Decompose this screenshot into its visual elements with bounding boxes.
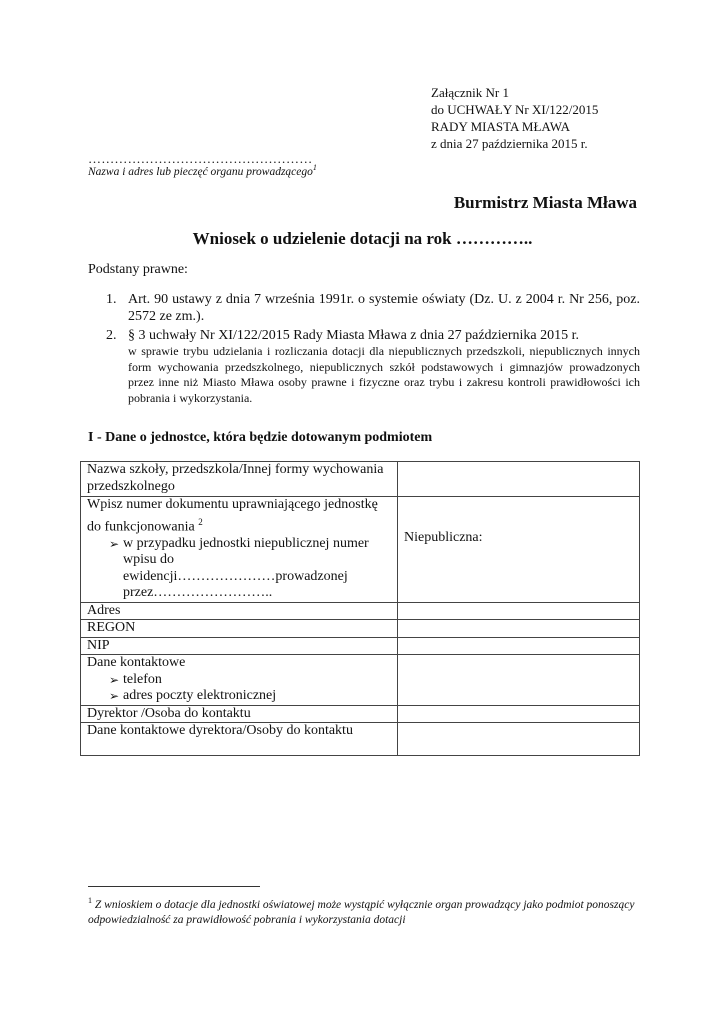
label-address: Adres — [81, 602, 398, 620]
footnote-number: 1 — [88, 896, 92, 905]
section-heading: I - Dane o jednostce, która będzie dotowanym podmiotem — [88, 430, 433, 445]
legal-basis-item — [88, 291, 640, 325]
doc-number-text — [87, 497, 391, 536]
bullet-text: adres poczty elektronicznej — [123, 688, 277, 704]
seal-dots: …………………………………………… — [88, 151, 313, 166]
item-number: 1. — [106, 292, 117, 307]
table-row — [81, 620, 640, 638]
label-director: Dyrektor /Osoba do kontaktu — [81, 705, 398, 723]
list-item — [87, 536, 391, 553]
contact-label: Dane kontaktowe — [87, 655, 186, 671]
table-row — [81, 497, 640, 603]
legal-basis-heading: Podstany prawne: — [88, 262, 188, 277]
legal-basis-item — [88, 327, 640, 406]
item-text: Art. 90 ustawy z dnia 7 września 1991r. o systemie oświaty (Dz. U. z 2004 r. Nr 256, poz. 2572 ze zm.). — [128, 292, 640, 324]
annex-line: do UCHWAŁY Nr XI/122/2015 — [431, 102, 599, 117]
addressee: Burmistrz Miasta Mława — [453, 193, 637, 212]
item-text-head: § 3 uchwały Nr XI/122/2015 Rady Miasta Mława z dnia 27 października 2015 r. — [128, 328, 580, 343]
footnote-ref: 1 — [312, 163, 317, 172]
bullet-text: w przypadku jednostki niepublicznej numer — [123, 535, 369, 551]
label-doc-number — [81, 497, 398, 603]
table-row — [81, 655, 640, 706]
field-doc-number[interactable] — [398, 497, 640, 603]
footnote-text: Z wnioskiem o dotacje dla jednostki oświatowej może wystąpić wyłącznie organ prowadzący jako podmiot ponoszący odpowiedzialność za prawidłowość pobrania i wykorzystania dotacji — [88, 898, 635, 926]
arrow-bullet-icon: ➢ — [109, 672, 120, 687]
document-title: Wniosek o udzielenie dotacji na rok ………….. — [192, 229, 533, 248]
footnote-ref: 2 — [198, 516, 203, 527]
table-row — [81, 723, 640, 756]
table-row — [81, 462, 640, 497]
label-regon: REGON — [81, 620, 398, 638]
field-address[interactable] — [398, 602, 640, 620]
field-regon[interactable] — [398, 620, 640, 638]
doc-number-label: Wpisz numer dokumentu uprawniającego jednostkę do funkcjonowania — [87, 497, 378, 535]
seal-label — [88, 163, 317, 178]
list-item — [87, 688, 391, 705]
field-school-name[interactable] — [398, 462, 640, 497]
label-director-contact: Dane kontaktowe dyrektora/Osoby do kontaktu — [81, 723, 398, 756]
doc-number-value-label: Niepubliczna: — [404, 530, 483, 545]
table-row — [81, 705, 640, 723]
annex-line: z dnia 27 października 2015 r. — [431, 136, 588, 151]
field-nip[interactable] — [398, 637, 640, 655]
label-school-name: Nazwa szkoły, przedszkola/Innej formy wychowania przedszkolnego — [81, 462, 398, 497]
seal-label-text: Nazwa i adres lub pieczęć organu prowadzącego — [88, 165, 313, 178]
bullet-cont: przez…………………….. — [123, 585, 273, 601]
label-contact — [81, 655, 398, 706]
table-row — [81, 602, 640, 620]
item-number: 2. — [106, 328, 117, 343]
bullet-cont: wpisu do — [123, 552, 174, 568]
field-director[interactable] — [398, 705, 640, 723]
list-item — [87, 672, 391, 689]
label-nip: NIP — [81, 637, 398, 655]
footnote — [88, 893, 648, 928]
legal-basis-list — [88, 291, 640, 406]
item-text-rest: w sprawie trybu udzielania i rozliczania dotacji dla niepublicznych przedszkoli, niepublicznych innych form wychowania przedszkolnego, niepublicznych szkół podstawowych i gimnazjów prowadzonych przez inne niż Miasto Mława osoby prawne i fizyczne oraz trybu i zakresu kontroli prawidłowości ich pobrania i wykorzystania. — [128, 344, 640, 405]
bullet-text: telefon — [123, 671, 162, 687]
table-row — [81, 637, 640, 655]
unit-data-table — [80, 461, 640, 756]
annex-line: RADY MIASTA MŁAWA — [431, 119, 570, 134]
annex-line: Załącznik Nr 1 — [431, 85, 509, 100]
field-director-contact[interactable] — [398, 723, 640, 756]
annex-block — [431, 84, 598, 152]
arrow-bullet-icon: ➢ — [109, 689, 120, 704]
footnote-divider — [88, 886, 260, 887]
bullet-cont: ewidencji…………………prowadzonej — [123, 568, 348, 584]
field-contact[interactable] — [398, 655, 640, 706]
arrow-bullet-icon: ➢ — [109, 536, 120, 551]
